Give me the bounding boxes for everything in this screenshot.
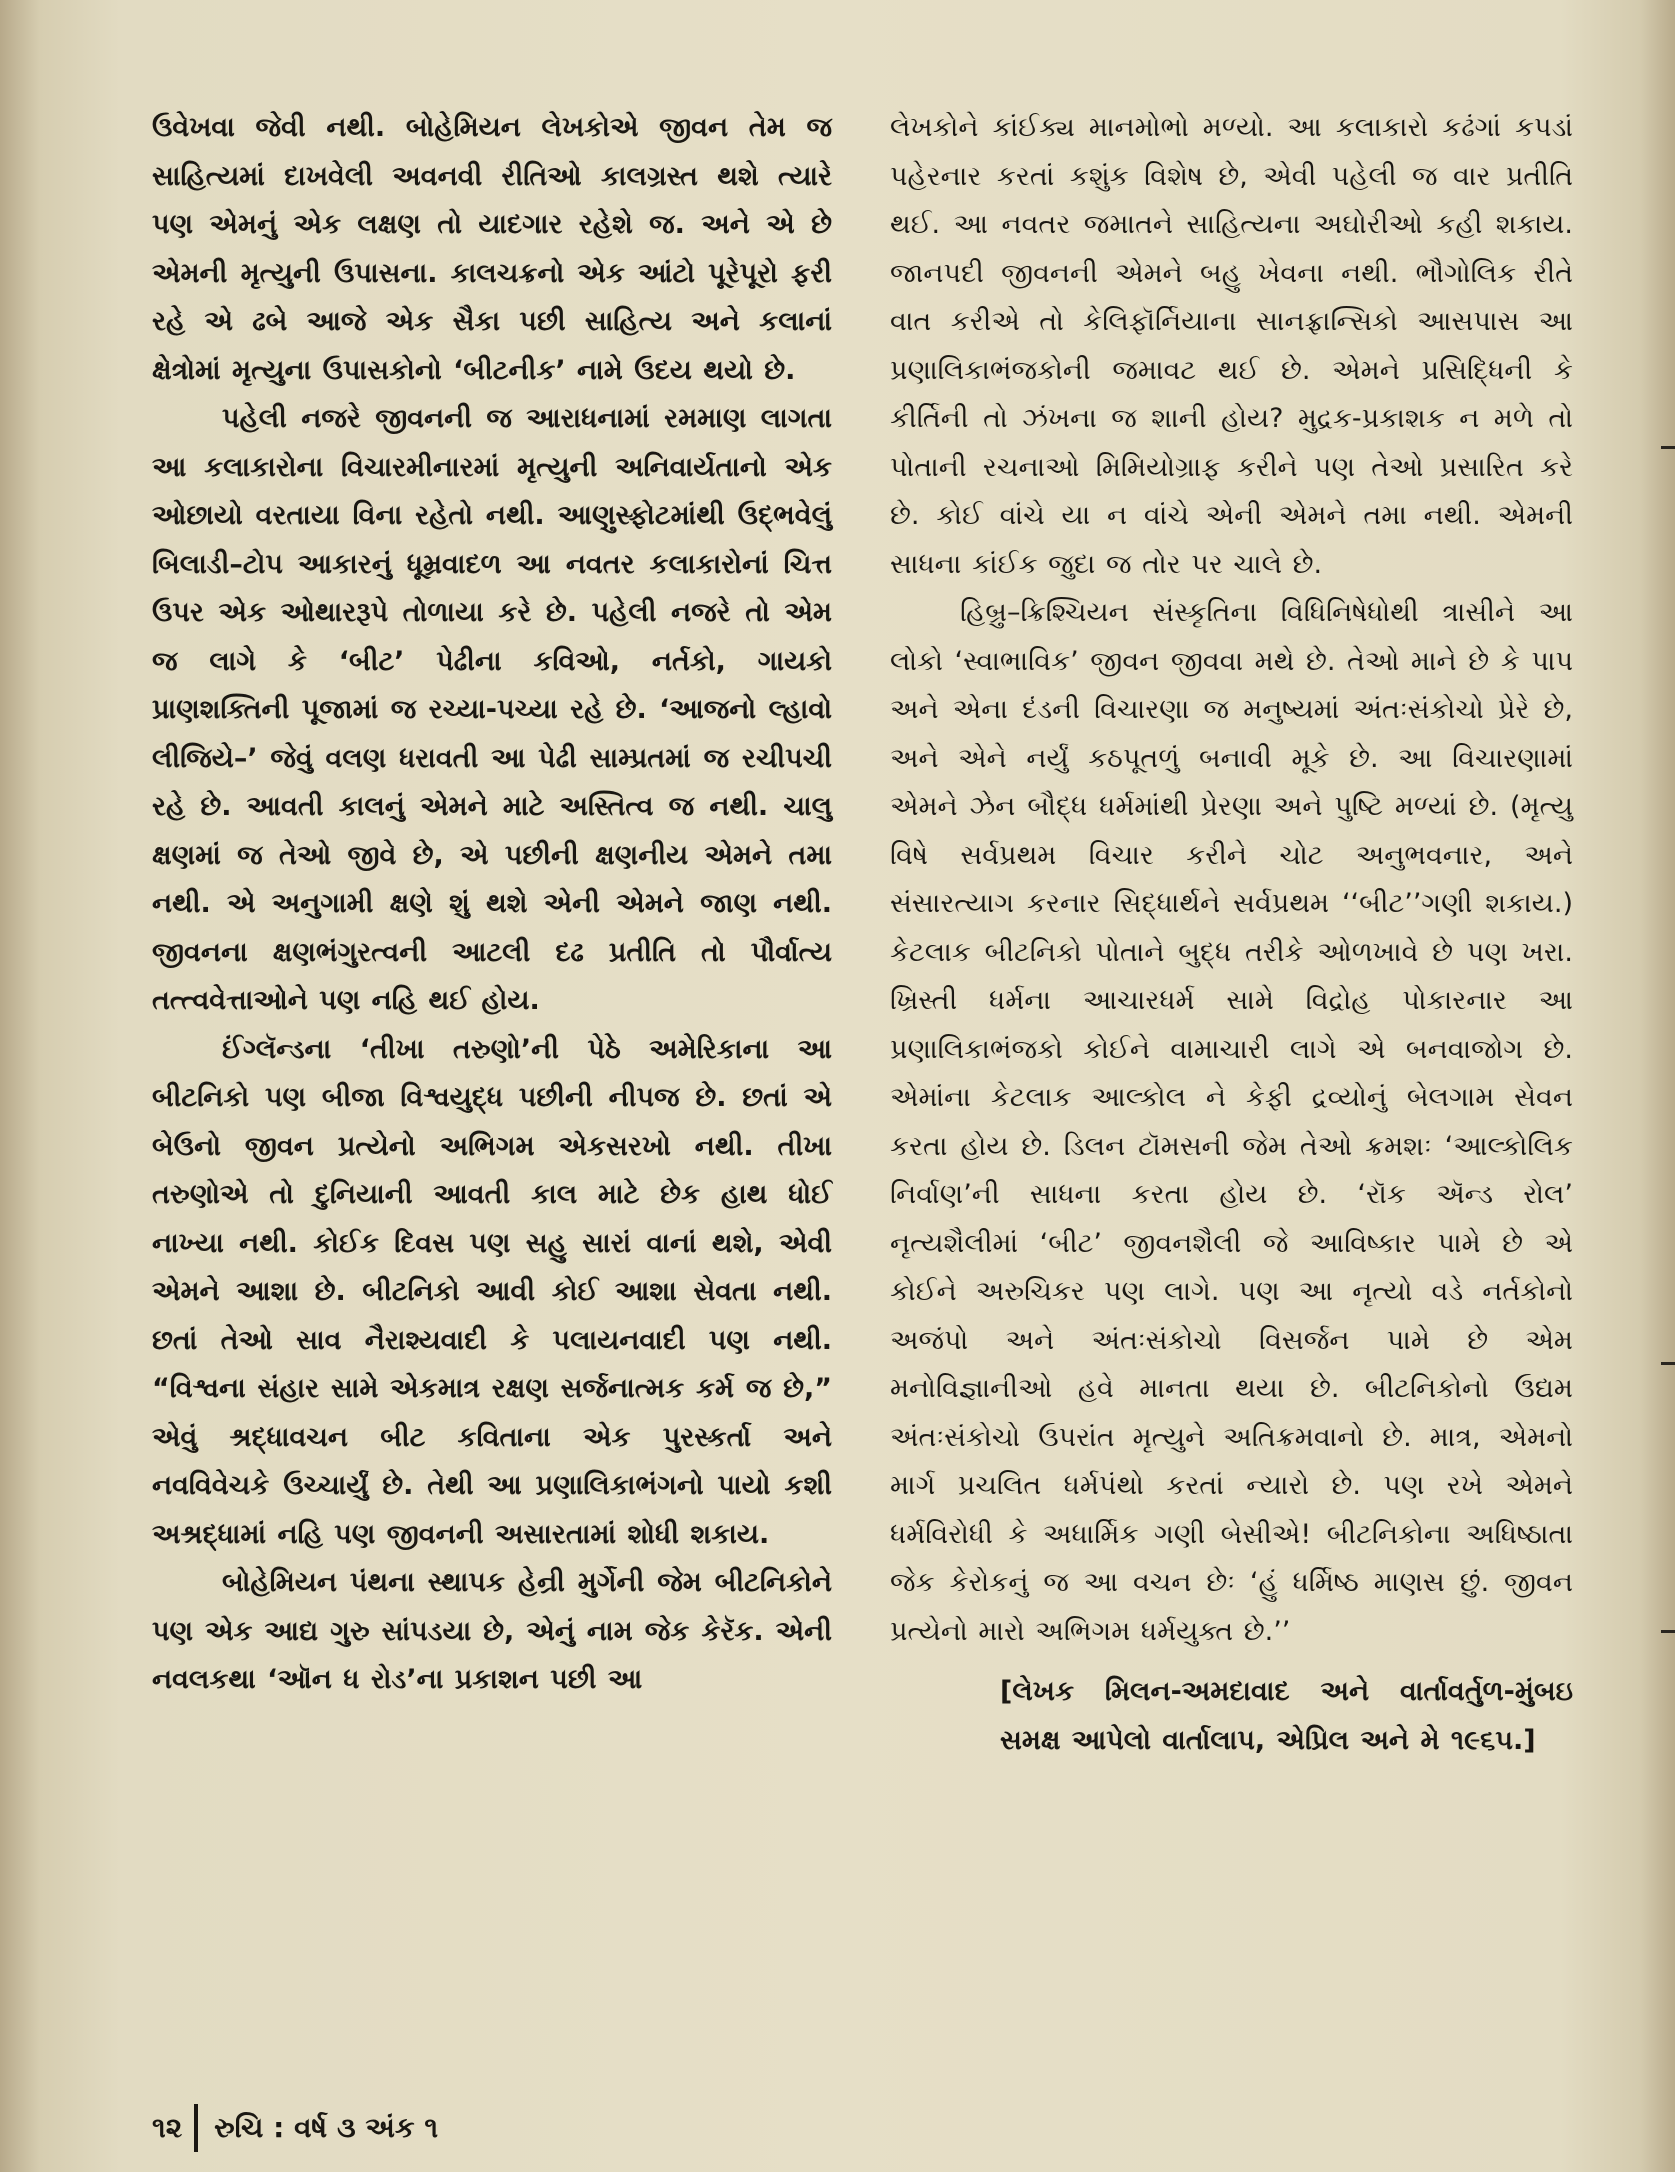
right-paragraph-2: હિબ્રુ–ક્રિશ્ચિયન સંસ્કૃતિના વિધિનિષેધોથી ત્રાસીને આ લોકો ‘સ્વાભાવિક’ જીવન જીવવા મથે છે. તેઓ માને છે કે પાપ અને એના દંડની વિચારણા જ મનુષ્યમાં અંતઃસંકોચો પ્રેરે છે, અને એને નર્યું કઠપૂતળું બનાવી મૂકે છે. આ વિચારણામાં એમને ઝેન બૌદ્ધ ધર્મમાંથી પ્રેરણા અને પુષ્ટિ મળ્યાં છે. (મૃત્યુ વિષે સર્વપ્રથમ વિચાર કરીને ચોટ અનુભવનાર, અને સંસારત્યાગ કરનાર સિદ્ધાર્થને સર્વપ્રથમ ‘‘બીટ’’ગણી શકાય.) કેટલાક બીટનિકો પોતાને બુદ્ધ તરીકે ઓળખાવે છે પણ ખરા. ખ્રિસ્તી ધર્મના આચારધર્મ સામે વિદ્રોહ પોકારનાર આ પ્રણાલિકાભંજકો કોઈને વામાચારી લાગે એ બનવાજોગ છે. એમાંના કેટલાક આલ્કોલ ને કેફી દ્રવ્યોનું બેલગામ સેવન કરતા હોય છે. ડિલન ટૉમસની જેમ તેઓ ક્રમશઃ ‘આલ્કોલિક નિર્વાણ’ની સાધના કરતા હોય છે. ‘રૉક ઍન્ડ રોલ’ નૃત્યશૈલીમાં ‘બીટ’ જીવનશૈલી જે આવિષ્કાર પામે છે એ કોઈને અરુચિકર પણ લાગે. પણ આ નૃત્યો વડે નર્તકોનો અજંપો અને અંતઃસંકોચો વિસર્જન પામે છે એમ મનોવિજ્ઞાનીઓ હવે માનતા થયા છે. બીટનિકોનો ઉદ્યમ અંતઃસંકોચો ઉપરાંત મૃત્યુને અતિક્રમવાનો છે. માત્ર, એમનો માર્ગ પ્રચલિત ધર્મપંથો કરતાં ન્યારો છે. પણ રખે એમને ધર્મવિરોધી કે અધાર્મિક ગણી બેસીએ! બીટનિકોના અધિષ્ઠાતા જેક કેરોકનું જ આ વચન છેઃ ‘હું ધર્મિષ્ઠ માણસ છું. જીવન પ્રત્યેનો મારો અભિગમ ધર્મયુક્ત છે.’’ (890, 597, 1573, 1647)
page-number: ૧૨ (152, 2111, 183, 2144)
footer-divider (194, 2104, 198, 2152)
author-note: [લેખક મિલન-અમદાવાદ અને વાર્તાવર્તુળ-મુંબઇ સમક્ષ આપેલો વાર્તાલાપ, એપ્રિલ અને મે ૧૯૬૫.] (1000, 1676, 1573, 1756)
left-paragraph-3: ઈંગ્લૅન્ડના ‘તીખા તરુણો’ની પેઠે અમેરિકાના આ બીટનિકો પણ બીજા વિશ્વયુદ્ધ પછીની નીપજ છે. છતાં એ બેઉનો જીવન પ્રત્યેનો અભિગમ એકસરખો નથી. તીખા તરુણોએ તો દુનિયાની આવતી કાલ માટે છેક હાથ ધોઈ નાખ્યા નથી. કોઈક દિવસ પણ સહુ સારાં વાનાં થશે, એવી એમને આશા છે. બીટનિકો આવી કોઈ આશા સેવતા નથી. છતાં તેઓ સાવ નૈરાશ્યવાદી કે પલાયનવાદી પણ નથી. “વિશ્વના સંહાર સામે એકમાત્ર રક્ષણ સર્જનાત્મક કર્મ જ છે,” એવું શ્રદ્ધાવચન બીટ કવિતાના એક પુરસ્કર્તા અને નવવિવેચકે ઉચ્ચાર્યું છે. તેથી આ પ્રણાલિકાભંગનો પાયો કશી અશ્રદ્ધામાં નહિ પણ જીવનની અસારતામાં શોધી શકાય. (152, 1033, 832, 1550)
right-paragraph-1: લેખકોને કાંઈક્ય માનમોભો મળ્યો. આ કલાકારો કઢંગાં કપડાં પહેરનાર કરતાં કશુંક વિશેષ છે, એવી પહેલી જ વાર પ્રતીતિ થઈ. આ નવતર જમાતને સાહિત્યના અઘોરીઓ કહી શકાય. જાનપદી જીવનની એમને બહુ ખેવના નથી. ભૌગોલિક રીતે વાત કરીએ તો કેલિફૉર્નિયાના સાનફ્રાન્સિકો આસપાસ આ પ્રણાલિકાભંજકોની જમાવટ થઈ છે. એમને પ્રસિદ્ધિની કે કીર્તિની તો ઝંખના જ શાની હોય? મુદ્રક-પ્રકાશક ન મળે તો પોતાની રચનાઓ મિમિયોગ્રાફ કરીને પણ તેઓ પ્રસારિત કરે છે. કોઈ વાંચે યા ન વાંચે એની એમને તમા નથી. એમની સાધના કાંઈક જુદા જ તોર પર ચાલે છે. (890, 112, 1573, 580)
margin-mark (1661, 1362, 1675, 1365)
margin-mark (1661, 446, 1675, 449)
left-column (152, 104, 832, 1705)
left-paragraph-2: પહેલી નજરે જીવનની જ આરાધનામાં રમમાણ લાગતા આ કલાકારોના વિચારમીનારમાં મૃત્યુની અનિવાર્યતાનો એક ઓછાયો વરતાયા વિના રહેતો નથી. આણુસ્ફોટમાંથી ઉદ્‌ભવેલું બિલાડી–ટોપ આકારનું ધૂમ્રવાદળ આ નવતર કલાકારોનાં ચિત્ત ઉપર એક ઓથારરૂપે તોળાયા કરે છે. પહેલી નજરે તો એમ જ લાગે કે ‘બીટ’ પેઢીના કવિઓ, નર્તકો, ગાયકો પ્રાણશક્તિની પૂજામાં જ રચ્યા-પચ્યા રહે છે. ‘આજનો લ્હાવો લીજિયે–’ જેવું વલણ ધરાવતી આ પેઢી સામ્પ્રતમાં જ રચીપચી રહે છે. આવતી કાલનું એમને માટે અસ્તિત્વ જ નથી. ચાલુ ક્ષણમાં જ તેઓ જીવે છે, એ પછીની ક્ષણનીય એમને તમા નથી. એ અનુગામી ક્ષણે શું થશે એની એમને જાણ નથી. જીવનના ક્ષણભંગુરત્વની આટલી દઢ પ્રતીતિ તો પૌર્વાત્ય તત્ત્વવેત્તાઓને પણ નહિ થઈ હોય. (152, 403, 832, 1016)
page-footer (152, 2106, 438, 2150)
right-column (890, 104, 1573, 1765)
margin-mark (1661, 1630, 1675, 1633)
left-paragraph-1: ઉવેખવા જેવી નથી. બોહેમિયન લેખકોએ જીવન તેમ જ સાહિત્યમાં દાખવેલી અવનવી રીતિઓ કાલગ્રસ્ત થશે ત્યારે પણ એમનું એક લક્ષણ તો યાદગાર રહેશે જ. અને એ છે એમની મૃત્યુની ઉપાસના. કાલચક્રનો એક આંટો પૂરેપૂરો ફરી રહે એ ઢબે આજે એક સૈકા પછી સાહિત્ય અને કલાનાં ક્ષેત્રોમાં મૃત્યુના ઉપાસકોનો ‘બીટનીક’ નામે ઉદય થયો છે. (152, 112, 832, 386)
left-paragraph-4: બોહેમિયન પંથના સ્થાપક હેન્રી મુર્ગેની જેમ બીટનિકોને પણ એક આદ્ય ગુરુ સાંપડયા છે, એનું નામ જેક કેરૅક. એની નવલકથા ‘ઑન ધ રોડ’ના પ્રકાશન પછી આ (152, 1567, 832, 1695)
journal-issue: રુચિ : વર્ષ ૩ અંક ૧ (214, 2111, 439, 2144)
